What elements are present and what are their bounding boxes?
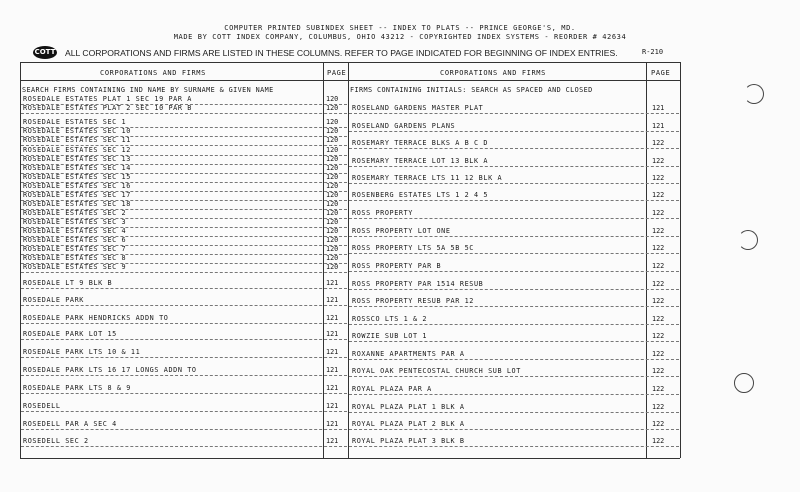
page-number: 120 (326, 209, 339, 217)
entry-rule (349, 113, 679, 114)
page-number: 120 (326, 95, 339, 103)
top-rule (20, 62, 680, 63)
page-number: 121 (326, 330, 339, 338)
page-number: 122 (652, 350, 665, 358)
entry-rule (349, 289, 679, 290)
page-number: 121 (326, 314, 339, 322)
list-item: ROSEDALE ESTATES SEC 1 (23, 118, 127, 126)
entry-rule (349, 200, 679, 201)
list-item: ROSEDALE ESTATES PLAT 2 SEC 10 PAR B (23, 104, 192, 112)
list-item: ROSEMARY TERRACE BLKS A B C D (352, 139, 489, 147)
page-number: 122 (652, 437, 665, 445)
entry-rule (349, 359, 679, 360)
page-number: 120 (326, 236, 339, 244)
list-item: ROSEDELL PAR A SEC 4 (23, 420, 117, 428)
page-number: 122 (652, 244, 665, 252)
page-number: 122 (652, 367, 665, 375)
page-number: 121 (326, 296, 339, 304)
entry-rule (349, 166, 679, 167)
page-number: 122 (652, 262, 665, 270)
publisher-line: MADE BY COTT INDEX COMPANY, COLUMBUS, OHIO 43212 - COPYRIGHTED INDEX SYSTEMS - REORDER # 42634 (173, 33, 627, 41)
page-number: 120 (326, 127, 339, 135)
left-column-title: CORPORATIONS AND FIRMS (100, 69, 206, 77)
list-item: ROSEDALE ESTATES SEC 6 (23, 236, 127, 244)
page-number: 121 (326, 279, 339, 287)
page-number: 120 (326, 182, 339, 190)
list-item: ROYAL PLAZA PAR A (352, 385, 432, 393)
entry-rule (21, 288, 347, 289)
page-number: 122 (652, 227, 665, 235)
list-item: ROSEDALE ESTATES SEC 7 (23, 245, 127, 253)
page-number: 122 (652, 280, 665, 288)
page-number: 122 (652, 315, 665, 323)
list-item: ROSEDALE ESTATES SEC 9 (23, 263, 127, 271)
page-number: 121 (652, 104, 665, 112)
entry-rule (349, 271, 679, 272)
page-number: 120 (326, 155, 339, 163)
list-item: ROYAL PLAZA PLAT 3 BLK B (352, 437, 465, 445)
entry-rule (21, 357, 347, 358)
punch-mark (738, 230, 758, 250)
page-number: 121 (326, 366, 339, 374)
list-item: ROSEDALE ESTATES SEC 2 (23, 209, 127, 217)
list-item: ROYAL PLAZA PLAT 1 BLK A (352, 403, 465, 411)
page-number: 120 (326, 200, 339, 208)
left-page-divider (323, 62, 324, 458)
entry-rule (21, 393, 347, 394)
entry-rule (349, 183, 679, 184)
list-item: ROYAL PLAZA PLAT 2 BLK A (352, 420, 465, 428)
instruction-text: ALL CORPORATIONS AND FIRMS ARE LISTED IN THESE COLUMNS. REFER TO PAGE INDICATED FOR BEGINNING OF INDEX ENTRIES. (65, 48, 618, 58)
right-subheading: FIRMS CONTAINING INITIALS: SEARCH AS SPACED AND CLOSED (350, 86, 593, 94)
list-item: ROSELAND GARDENS PLANS (352, 122, 456, 130)
list-item: ROSEDALE ESTATES SEC 18 (23, 200, 131, 208)
page-number: 120 (326, 191, 339, 199)
page-number: 121 (326, 402, 339, 410)
page-number: 120 (326, 218, 339, 226)
page-number: 120 (326, 263, 339, 271)
page-number: 122 (652, 157, 665, 165)
entry-rule (349, 236, 679, 237)
entry-rule (21, 113, 347, 114)
page-number: 120 (326, 164, 339, 172)
header-rule (20, 80, 680, 81)
list-item: ROSELAND GARDENS MASTER PLAT (352, 104, 484, 112)
list-item: ROSEDALE ESTATES SEC 4 (23, 227, 127, 235)
page-number: 122 (652, 420, 665, 428)
list-item: ROSS PROPERTY LTS 5A 5B 5C (352, 244, 474, 252)
page-number: 122 (652, 385, 665, 393)
list-item: ROWZIE SUB LOT 1 (352, 332, 428, 340)
entry-rule (349, 341, 679, 342)
page-number: 122 (652, 332, 665, 340)
page-number: 121 (326, 437, 339, 445)
page-number: 120 (326, 173, 339, 181)
page-number: 120 (326, 245, 339, 253)
page-number: 122 (652, 174, 665, 182)
list-item: ROSEDALE ESTATES SEC 11 (23, 136, 131, 144)
list-item: ROSEDALE PARK (23, 296, 84, 304)
list-item: ROSEDALE ESTATES SEC 8 (23, 254, 127, 262)
right-border (680, 62, 681, 458)
list-item: ROSEDALE ESTATES SEC 15 (23, 173, 131, 181)
entry-rule (349, 394, 679, 395)
center-divider (348, 62, 349, 458)
list-item: ROSEDALE ESTATES SEC 13 (23, 155, 131, 163)
page-number: 121 (326, 420, 339, 428)
right-page-header: PAGE (651, 69, 671, 77)
page-number: 120 (326, 254, 339, 262)
page-number: 120 (326, 136, 339, 144)
page-number: 122 (652, 139, 665, 147)
page-number: 120 (326, 146, 339, 154)
entry-rule (349, 306, 679, 307)
sheet-title: COMPUTER PRINTED SUBINDEX SHEET -- INDEX TO PLATS -- PRINCE GEORGE'S, MD. (224, 24, 576, 32)
entry-rule (349, 429, 679, 430)
list-item: ROSEDALE ESTATES SEC 10 (23, 127, 131, 135)
sheet-code: R-210 (642, 48, 664, 56)
page-number: 121 (326, 348, 339, 356)
entry-rule (21, 305, 347, 306)
page-number: 122 (652, 403, 665, 411)
entry-rule (21, 339, 347, 340)
entry-rule (349, 131, 679, 132)
list-item: ROSSCO LTS 1 & 2 (352, 315, 428, 323)
list-item: ROSS PROPERTY RESUB PAR 12 (352, 297, 474, 305)
page-number: 121 (326, 384, 339, 392)
list-item: ROSEDALE ESTATES SEC 17 (23, 191, 131, 199)
list-item: ROSEDALE ESTATES SEC 12 (23, 146, 131, 154)
entry-rule (21, 411, 347, 412)
list-item: ROYAL OAK PENTECOSTAL CHURCH SUB LOT (352, 367, 521, 375)
page-number: 122 (652, 191, 665, 199)
bottom-rule (20, 458, 680, 459)
list-item: ROXANNE APARTMENTS PAR A (352, 350, 465, 358)
entry-rule (349, 446, 679, 447)
punch-mark (734, 373, 754, 393)
list-item: ROSEMARY TERRACE LOT 13 BLK A (352, 157, 489, 165)
list-item: ROSEDALE PARK LTS 10 & 11 (23, 348, 141, 356)
cott-logo: COTT (33, 46, 57, 59)
instruction-bar (30, 46, 690, 60)
list-item: ROSEDALE PARK LOT 15 (23, 330, 117, 338)
page-number: 120 (326, 104, 339, 112)
right-column-title: CORPORATIONS AND FIRMS (440, 69, 546, 77)
entry-rule (21, 429, 347, 430)
list-item: ROSENBERG ESTATES LTS 1 2 4 5 (352, 191, 489, 199)
entry-rule (349, 324, 679, 325)
left-border (20, 62, 21, 458)
list-item: ROSS PROPERTY PAR 1514 RESUB (352, 280, 484, 288)
entry-rule (349, 253, 679, 254)
left-page-header: PAGE (327, 69, 347, 77)
entry-rule (349, 218, 679, 219)
left-subheading: SEARCH FIRMS CONTAINING IND NAME BY SURNAME & GIVEN NAME (22, 86, 274, 94)
punch-mark (744, 84, 764, 104)
list-item: ROSS PROPERTY LOT ONE (352, 227, 451, 235)
entry-rule (349, 376, 679, 377)
entry-rule (21, 323, 347, 324)
entry-rule (21, 446, 347, 447)
list-item: ROSEDALE PARK LTS 16 17 LONGS ADDN TO (23, 366, 197, 374)
list-item: ROSEDALE PARK HENDRICKS ADDN TO (23, 314, 169, 322)
list-item: ROSS PROPERTY (352, 209, 413, 217)
page-number: 120 (326, 227, 339, 235)
list-item: ROSS PROPERTY PAR B (352, 262, 442, 270)
page-number: 122 (652, 209, 665, 217)
page-number: 120 (326, 118, 339, 126)
entry-rule (21, 375, 347, 376)
list-item: ROSEDALE PARK LTS 8 & 9 (23, 384, 131, 392)
entry-rule (349, 148, 679, 149)
list-item: ROSEDALE ESTATES SEC 14 (23, 164, 131, 172)
entry-rule (349, 412, 679, 413)
list-item: ROSEDELL SEC 2 (23, 437, 89, 445)
entry-rule (21, 272, 347, 273)
page-number: 122 (652, 297, 665, 305)
list-item: ROSEDELL (23, 402, 61, 410)
list-item: ROSEDALE ESTATES SEC 3 (23, 218, 127, 226)
list-item: ROSEDALE ESTATES SEC 16 (23, 182, 131, 190)
list-item: ROSEDALE LT 9 BLK B (23, 279, 113, 287)
list-item: ROSEDALE ESTATES PLAT 1 SEC 19 PAR A (23, 95, 192, 103)
right-page-divider (646, 62, 647, 458)
list-item: ROSEMARY TERRACE LTS 11 12 BLK A (352, 174, 503, 182)
page-number: 121 (652, 122, 665, 130)
